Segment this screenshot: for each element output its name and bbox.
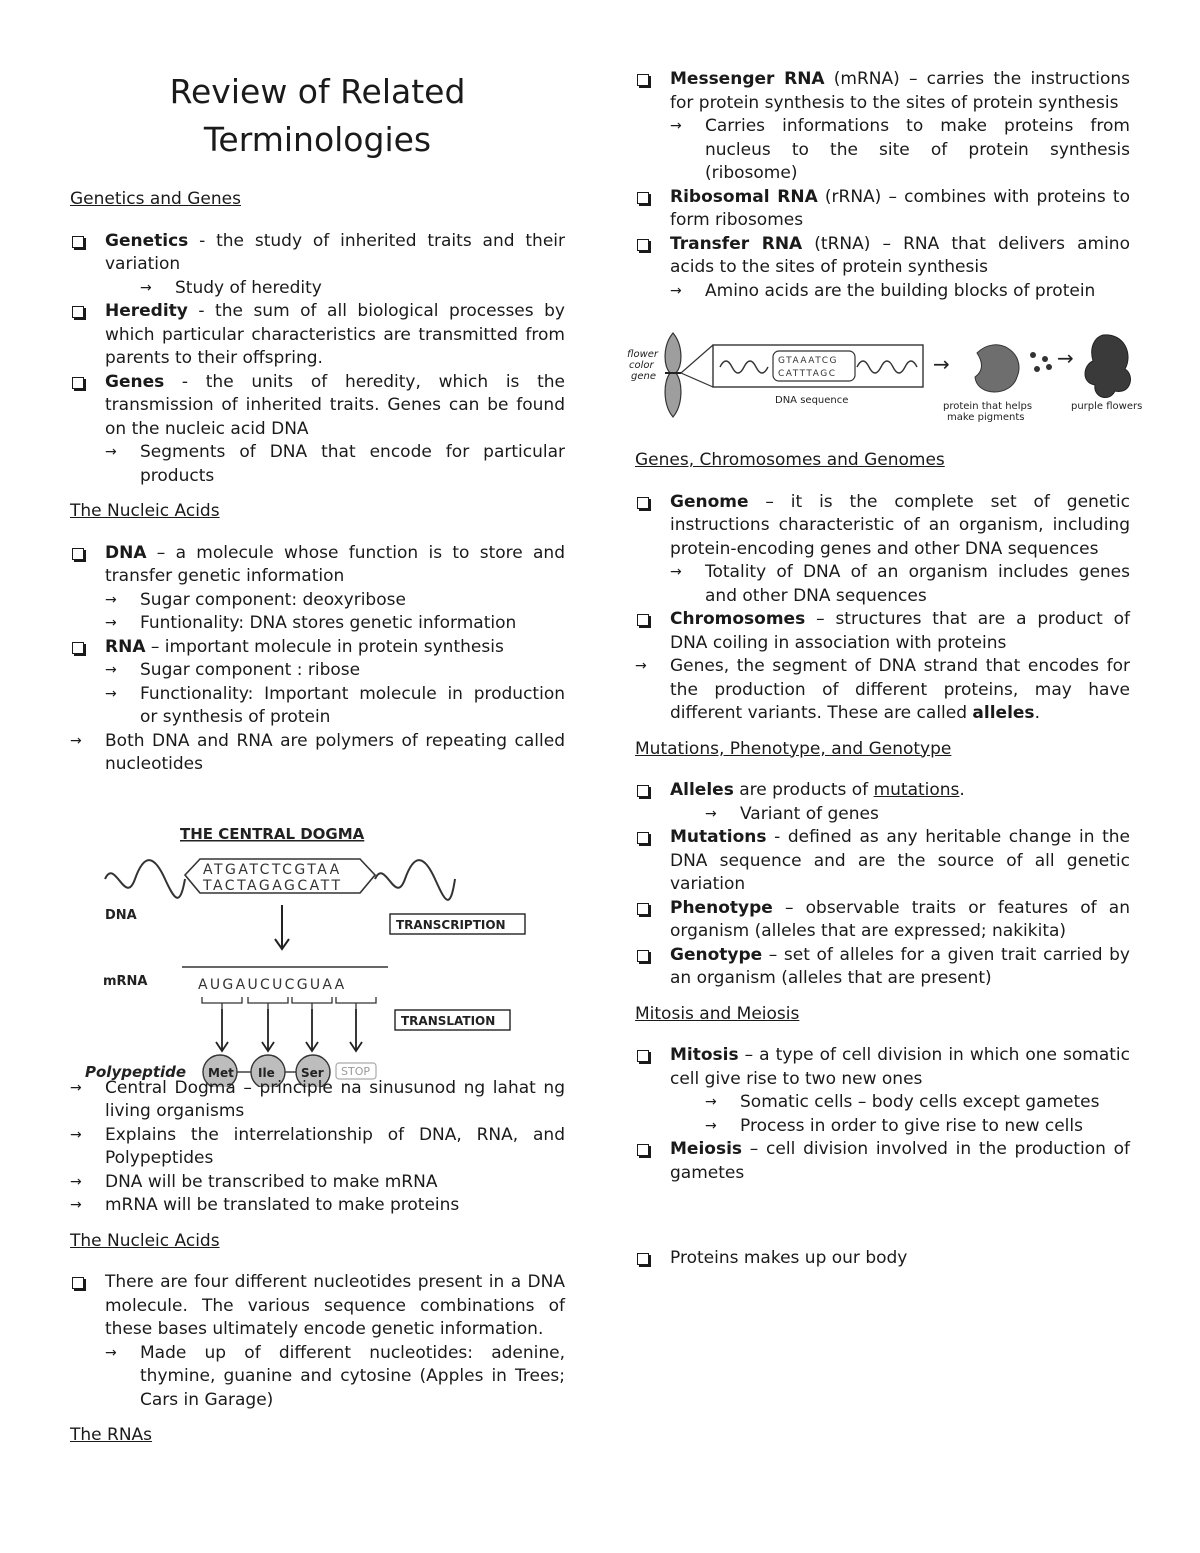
sub-item-text-end: . — [1034, 703, 1040, 723]
arrow-icon: → — [705, 1117, 717, 1134]
list-item-genes — [70, 371, 565, 442]
checkbox-bullet-icon — [637, 903, 649, 915]
list-item-chromosomes — [635, 608, 1130, 655]
list-item-heredity — [70, 300, 565, 371]
sub-item-text: Central Dogma – principle na sinusunod ng lahat ng living organisms — [105, 1077, 565, 1121]
sub-item-text: Both DNA and RNA are polymers of repeating called nucleotides — [105, 730, 565, 774]
sub-item-text: mRNA will be translated to make proteins — [105, 1195, 460, 1215]
sub-item — [635, 1091, 1130, 1115]
mrna-seq: AUGAUCUCGUAA — [198, 976, 347, 993]
purple-flower-icon — [1085, 335, 1130, 398]
arrow-icon: → — [670, 118, 682, 134]
amino-acid-ser-label: Ser — [301, 1065, 324, 1080]
codon-bracket-3 — [292, 997, 332, 1009]
dna-helix-right — [375, 860, 455, 900]
sub-item — [70, 612, 565, 636]
definition: Proteins makes up our body — [670, 1248, 908, 1268]
stop-label: STOP — [341, 1064, 370, 1078]
sub-item — [70, 277, 565, 301]
dna-wave-right — [857, 361, 917, 373]
sub-item — [70, 1171, 565, 1195]
list-item-phenotype — [635, 897, 1130, 944]
arrow-icon: → — [70, 1079, 82, 1096]
list-item-rrna — [635, 186, 1130, 233]
definition: - defined as any heritable change in the DNA sequence and are the source of all genetic variation — [670, 827, 1130, 894]
sub-item-text: Functionality: Important molecule in production or synthesis of protein — [140, 683, 565, 727]
dna-seq-top: ATGATCTCGTAA — [203, 861, 342, 878]
title-line-2: Terminologies — [203, 120, 432, 159]
sub-item-text: Somatic cells – body cells except gametes — [740, 1092, 1100, 1112]
pigment-dot — [1034, 366, 1040, 372]
pigment-dot — [1030, 352, 1036, 358]
checkbox-bullet-icon — [72, 236, 84, 248]
term: Transfer RNA — [670, 233, 803, 254]
definition: – a molecule whose function is to store and transfer genetic information — [105, 542, 565, 586]
list-item-trna — [635, 233, 1130, 280]
definition: - the study of inherited traits and their variation — [105, 230, 565, 274]
sub-item-text: Variant of genes — [740, 803, 879, 824]
checkbox-bullet-icon — [72, 642, 84, 654]
term: Genetics — [105, 230, 189, 251]
definition: – structures that are a product of DNA coiling in association with proteins — [670, 609, 1130, 653]
term: Phenotype — [670, 897, 773, 918]
sub-item — [70, 441, 565, 488]
sub-item-text: Segments of DNA that encode for particular products — [140, 442, 565, 486]
section-heading-genetics: Genetics and Genes — [70, 189, 241, 209]
checkbox-bullet-icon — [637, 950, 649, 962]
term: Alleles — [670, 780, 734, 800]
sub-item-text: Genes, the segment of DNA strand that encodes for the production of different proteins, may have different variants. These are called — [670, 656, 1130, 723]
definition: – set of alleles for a given trait carried by an organism (alleles that are present) — [670, 944, 1130, 988]
arrow-icon: → — [705, 1094, 717, 1110]
sub-item-text: Funtionality: DNA stores genetic information — [140, 613, 517, 633]
sub-item — [70, 1124, 565, 1171]
list-item-mrna — [635, 68, 1130, 115]
amino-acid-ile-label: Ile — [258, 1065, 275, 1080]
translation-label: TRANSLATION — [401, 1013, 496, 1028]
section-heading-rnas: The RNAs — [70, 1425, 153, 1445]
sub-item-text: Amino acids are the building blocks of protein — [705, 280, 1096, 301]
mrna-label: mRNA — [103, 973, 148, 989]
sub-item — [635, 561, 1130, 608]
checkbox-bullet-icon — [637, 239, 649, 251]
flower-seq-top: GTAAATCG — [778, 356, 838, 366]
checkbox-bullet-icon — [72, 1277, 84, 1289]
dna-seq-bottom: TACTAGAGCATT — [203, 877, 343, 894]
list-item-dna — [70, 542, 565, 589]
definition: (mRNA) – carries the instructions for protein synthesis to the sites of protein synthesis — [670, 69, 1131, 113]
definition: – important molecule in protein synthesis — [145, 636, 504, 657]
list-item-genome — [635, 491, 1130, 562]
central-dogma-illustration — [70, 787, 565, 1087]
sub-item — [635, 280, 1130, 304]
section-heading-mutations: Mutations, Phenotype, and Genotype — [635, 738, 952, 759]
list-item-rna — [70, 636, 565, 660]
arrow-icon: → — [635, 658, 647, 674]
definition: There are four different nucleotides present in a DNA molecule. The various sequence combinations of these bases ultimately encode genetic information. — [105, 1272, 565, 1339]
definition-end: . — [959, 780, 965, 800]
codon-bracket-4 — [336, 997, 376, 1009]
checkbox-bullet-icon — [637, 614, 649, 626]
list-item-mutations — [635, 826, 1130, 897]
right-column — [627, 68, 1143, 1271]
amino-acid-met-label: Met — [208, 1065, 234, 1080]
sub-item — [70, 589, 565, 613]
sub-item — [70, 683, 565, 730]
term: Meiosis — [670, 1139, 743, 1159]
transcription-label: TRANSCRIPTION — [396, 917, 506, 932]
term: Chromosomes — [670, 609, 806, 629]
section-heading-mitosis: Mitosis and Meiosis — [635, 1003, 800, 1024]
term: RNA — [105, 636, 146, 657]
arrow-icon: → — [70, 732, 82, 749]
chromosome — [665, 333, 681, 417]
term: Genotype — [670, 944, 763, 965]
definition: – cell division involved in the production of gametes — [670, 1139, 1130, 1183]
arrow-icon: → — [105, 685, 117, 702]
list-item-proteins — [635, 1247, 1130, 1271]
term: Genome — [670, 491, 749, 512]
sub-item-text: Study of heredity — [175, 277, 322, 298]
definition: – it is the complete set of genetic instructions characteristic of an organism, including protein-encoding genes and other DNA sequences — [670, 491, 1130, 559]
arrow-icon: → — [105, 615, 117, 631]
sub-item-text: Totality of DNA of an organism includes genes and other DNA sequences — [705, 562, 1130, 606]
list-item-meiosis — [635, 1138, 1130, 1185]
sub-item-text: Made up of different nucleotides: adenine, thymine, guanine and cytosine (Apples in Trees; Cars in Garage) — [140, 1342, 565, 1410]
pigment-dot — [1046, 364, 1052, 370]
arrow-icon: → — [105, 444, 117, 460]
arrow-icon: → — [670, 282, 682, 299]
polypeptide-label: Polypeptide — [85, 1062, 187, 1081]
dna-label: DNA — [105, 907, 137, 923]
checkbox-bullet-icon — [72, 548, 84, 560]
sub-item-text: Explains the interrelationship of DNA, RNA, and Polypeptides — [105, 1124, 565, 1168]
sub-item-text: Sugar component: deoxyribose — [140, 589, 406, 610]
definition: (rRNA) – combines with proteins to form ribosomes — [670, 186, 1130, 230]
arrow-icon: → — [70, 1197, 82, 1213]
checkbox-bullet-icon — [637, 1144, 649, 1156]
list-item-genetics — [70, 230, 565, 277]
mutations-underlined: mutations — [873, 780, 960, 800]
checkbox-bullet-icon — [637, 192, 649, 204]
section-heading-genomes: Genes, Chromosomes and Genomes — [635, 450, 945, 470]
term: Messenger RNA — [670, 69, 825, 89]
sub-item-text: Process in order to give rise to new cells — [740, 1115, 1083, 1136]
checkbox-bullet-icon — [637, 785, 649, 797]
sub-item — [635, 655, 1130, 726]
definition: - the sum of all biological processes by which particular characteristics are transmitted from parents to their offspring. — [105, 301, 565, 368]
section-heading-nucleic-acids-2: The Nucleic Acids — [70, 1230, 220, 1251]
gene-label-2: color — [629, 360, 654, 371]
term: Mutations — [670, 827, 767, 847]
list-item-genotype — [635, 944, 1130, 991]
left-column — [70, 68, 565, 1466]
checkbox-bullet-icon — [72, 306, 84, 318]
arrow-icon: → — [105, 1344, 117, 1361]
purple-flowers-label: purple flowers — [1071, 401, 1143, 412]
dogma-title: THE CENTRAL DOGMA — [180, 824, 365, 843]
flower-gene-illustration — [625, 325, 1165, 435]
checkbox-bullet-icon — [637, 1050, 649, 1062]
term: Genes — [105, 371, 165, 392]
term: Mitosis — [670, 1045, 739, 1065]
sub-item — [70, 659, 565, 683]
flow-arrow-1: → — [933, 352, 950, 376]
flower-seq-bottom: CATTTAGC — [778, 369, 837, 379]
arrow-icon: → — [70, 1126, 82, 1143]
gene-label-1: flower — [627, 349, 659, 360]
term: Heredity — [105, 301, 188, 321]
gene-label-3: gene — [631, 371, 656, 382]
sub-item — [635, 115, 1130, 186]
sub-item — [70, 1077, 565, 1124]
arrow-icon: → — [105, 591, 117, 608]
codon-bracket-2 — [248, 997, 288, 1009]
arrow-icon: → — [140, 279, 152, 296]
list-item-alleles — [635, 779, 1130, 803]
term: DNA — [105, 542, 147, 563]
alleles-bold: alleles — [972, 703, 1035, 723]
checkbox-bullet-icon — [637, 832, 649, 844]
checkbox-bullet-icon — [637, 497, 649, 509]
checkbox-bullet-icon — [637, 74, 649, 86]
codon-bracket-1 — [202, 997, 242, 1009]
sub-item — [70, 730, 565, 777]
sub-item-text: Carries informations to make proteins from nucleus to the site of protein synthesis (ribosome) — [705, 116, 1130, 183]
arrow-icon: → — [105, 662, 117, 678]
list-item-mitosis — [635, 1044, 1130, 1091]
arrow-icon: → — [70, 1173, 82, 1190]
dna-wave-left — [720, 361, 768, 373]
title-line-1: Review of Related — [169, 72, 466, 111]
flow-arrow-2: → — [1057, 346, 1074, 370]
term: Ribosomal RNA — [670, 186, 818, 207]
dna-sequence-label: DNA sequence — [775, 395, 849, 406]
protein-label-1: protein that helps — [943, 401, 1033, 412]
definition: – observable traits or features of an organism (alleles that are expressed; nakikita) — [670, 897, 1130, 941]
sub-item — [70, 1194, 565, 1218]
translation-arrows — [216, 1009, 362, 1051]
sub-item-text: Sugar component : ribose — [140, 660, 361, 680]
definition: - the units of heredity, which is the transmission of inherited traits. Genes can be found on the nucleic acid DNA — [105, 371, 565, 439]
definition: are products of — [733, 780, 874, 800]
section-heading-nucleic-acids: The Nucleic Acids — [70, 501, 220, 521]
sub-item — [635, 803, 1130, 827]
checkbox-bullet-icon — [637, 1253, 649, 1265]
protein-shape — [975, 345, 1019, 392]
page-title — [70, 68, 565, 164]
sub-item-text: DNA will be transcribed to make mRNA — [105, 1171, 438, 1192]
protein-label-2: make pigments — [947, 412, 1025, 423]
pigment-dot — [1042, 356, 1048, 362]
list-item-nucleotides — [70, 1271, 565, 1342]
checkbox-bullet-icon — [72, 377, 84, 389]
arrow-icon: → — [705, 805, 717, 822]
sub-item — [70, 1342, 565, 1413]
sub-item — [635, 1115, 1130, 1139]
arrow-icon: → — [670, 564, 682, 580]
definition: – a type of cell division in which one somatic cell give rise to two new ones — [670, 1045, 1130, 1089]
definition: (tRNA) – RNA that delivers amino acids to the sites of protein synthesis — [670, 233, 1130, 277]
dna-helix-left — [105, 860, 185, 898]
